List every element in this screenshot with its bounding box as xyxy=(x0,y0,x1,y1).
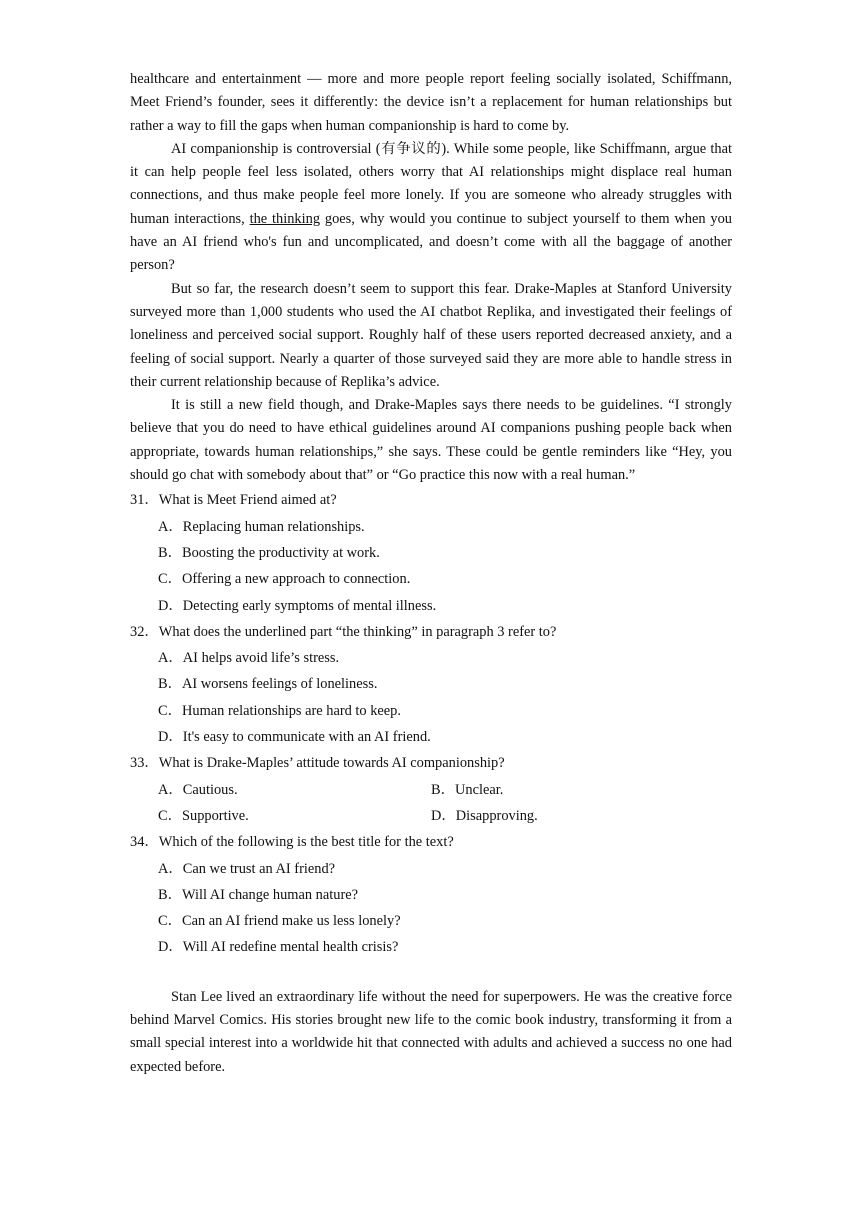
option-c: C．Offering a new approach to connection. xyxy=(158,571,411,588)
option-c: C．Supportive. xyxy=(158,807,249,824)
section-gap xyxy=(130,961,732,986)
question-34 xyxy=(130,829,732,960)
question-32 xyxy=(130,619,732,750)
option-b: B．Will AI change human nature? xyxy=(158,886,359,903)
option-a: A．Can we trust an AI friend? xyxy=(158,860,336,877)
question-stem: 31．What is Meet Friend aimed at? xyxy=(130,492,337,509)
passage-d-paragraph-1: Stan Lee lived an extraordinary life without the need for superpowers. He was the creative force behind Marvel Comics. His stories brought new life to the comic book industry, transforming it from a small special interest into a worldwide hit that connected with adults and achieved a success no one had expected before. xyxy=(130,988,732,1075)
question-stem: 34．Which of the following is the best title for the text? xyxy=(130,834,454,851)
passage-c-paragraph-1: healthcare and entertainment — more and more people report feeling socially isolated, Schiffmann, Meet Friend’s founder, sees it differently: the device isn’t a replacement for human relationships but rather a way to fill the gaps when human companionship is hard to come by. xyxy=(130,71,732,134)
question-31 xyxy=(130,487,732,618)
option-a: A．Cautious. xyxy=(158,781,238,798)
option-b: B．Unclear. xyxy=(431,781,504,798)
question-33 xyxy=(130,750,732,829)
option-b: B．Boosting the productivity at work. xyxy=(158,544,380,561)
option-b: B．AI worsens feelings of loneliness. xyxy=(158,676,378,693)
document-page xyxy=(130,68,732,1079)
option-row-ab xyxy=(158,777,732,803)
question-stem: 33．What is Drake-Maples’ attitude towards AI companionship? xyxy=(130,755,505,772)
option-d: D．Will AI redefine mental health crisis? xyxy=(158,939,399,956)
option-d: D．It's easy to communicate with an AI friend. xyxy=(158,729,431,746)
underlined-phrase: the thinking xyxy=(249,210,321,227)
option-d: D．Detecting early symptoms of mental illness. xyxy=(158,597,437,614)
paragraph-2-text-after: goes, why would you continue to subject yourself to them when you have an AI friend who's fun and uncomplicated, and doesn’t come with all the baggage of another person? xyxy=(130,210,732,274)
passage-c-paragraph-4: It is still a new field though, and Drake-Maples says there needs to be guidelines. “I strongly believe that you do need to have ethical guidelines around AI companions pushing people back when appropriate, towards human relationships,” she says. These could be gentle reminders like “Hey, you should go chat with somebody about that” or “Go practice this now with a real human.” xyxy=(130,397,732,484)
option-d: D．Disapproving. xyxy=(431,807,538,824)
question-stem: 32．What does the underlined part “the thinking” in paragraph 3 refer to? xyxy=(130,623,557,640)
paragraph-2-text-before: AI companionship is controversial (有争议的). While some people, like Schiffmann, argue that it can help people feel less isolated, others worry that AI relationships might displace real human connections, and thus make people feel more lonely. If you are someone who already struggles with human interactions, xyxy=(130,140,732,227)
passage-c-paragraph-2 xyxy=(130,138,732,278)
option-c: C．Can an AI friend make us less lonely? xyxy=(158,913,401,930)
option-row-cd xyxy=(158,803,732,829)
option-a: A．Replacing human relationships. xyxy=(158,518,365,535)
passage-c-paragraph-3: But so far, the research doesn’t seem to support this fear. Drake-Maples at Stanford University surveyed more than 1,000 students who used the AI chatbot Replika, and investigated their feelings of loneliness and perceived social support. Roughly half of these users reported decreased anxiety, and a feeling of social support. Nearly a quarter of those surveyed said they are more able to handle stress in their current relationship because of Replika’s advice. xyxy=(130,280,732,390)
option-a: A．AI helps avoid life’s stress. xyxy=(158,650,340,667)
option-c: C．Human relationships are hard to keep. xyxy=(158,702,401,719)
